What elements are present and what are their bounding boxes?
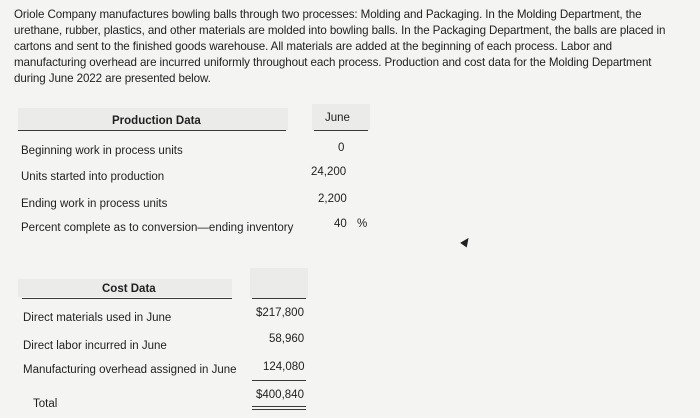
cost-total-label: Total <box>33 398 58 410</box>
total-double-rule-bottom <box>252 409 306 410</box>
production-row-label: Beginning work in process units <box>21 145 183 157</box>
problem-intro: Oriole Company manufactures bowling balls through two processes: Molding and Packaging. In the Molding Department, the urethane, rubber, plastics, and other materials are molded into bowling balls. In the Packaging Department, the balls are placed in cartons and sent to the finished goods warehouse. All materials are added at the beginning of each process. Labor and manufacturing overhead are incurred uniformly throughout each process. Production and cost data for the Molding Department during June 2022 are presented below. <box>14 8 666 85</box>
june-header-rule <box>314 130 368 131</box>
cost-row-value: 124,080 <box>263 361 305 373</box>
cost-header-rule <box>22 298 232 299</box>
cost-data-header: Cost Data <box>102 283 156 295</box>
subtotal-rule <box>252 380 306 381</box>
production-header-rule <box>18 130 286 131</box>
cost-row-label: Direct materials used in June <box>23 312 172 324</box>
cost-value-header-bg <box>250 268 308 298</box>
mouse-pointer-icon <box>460 236 472 248</box>
june-column-header: June <box>325 112 350 124</box>
production-data-header: Production Data <box>112 115 201 127</box>
total-double-rule-top <box>252 406 306 407</box>
cost-row-label: Direct labor incurred in June <box>23 340 167 352</box>
cost-total-value: $400,840 <box>256 389 304 401</box>
cost-value-header-rule <box>252 298 306 299</box>
production-row-label: Units started into production <box>21 171 165 183</box>
cost-row-label: Manufacturing overhead assigned in June <box>23 364 237 376</box>
production-row-label: Ending work in process units <box>21 198 168 210</box>
production-row-value: 40 <box>334 218 347 230</box>
production-row-value: 2,200 <box>318 193 347 205</box>
percent-unit: % <box>357 218 368 230</box>
production-row-value: 0 <box>338 142 345 154</box>
cost-row-value: 58,960 <box>269 333 305 345</box>
cost-row-value: $217,800 <box>256 307 304 319</box>
production-row-label: Percent complete as to conversion—ending inventory <box>21 222 294 234</box>
production-row-value: 24,200 <box>311 166 347 178</box>
